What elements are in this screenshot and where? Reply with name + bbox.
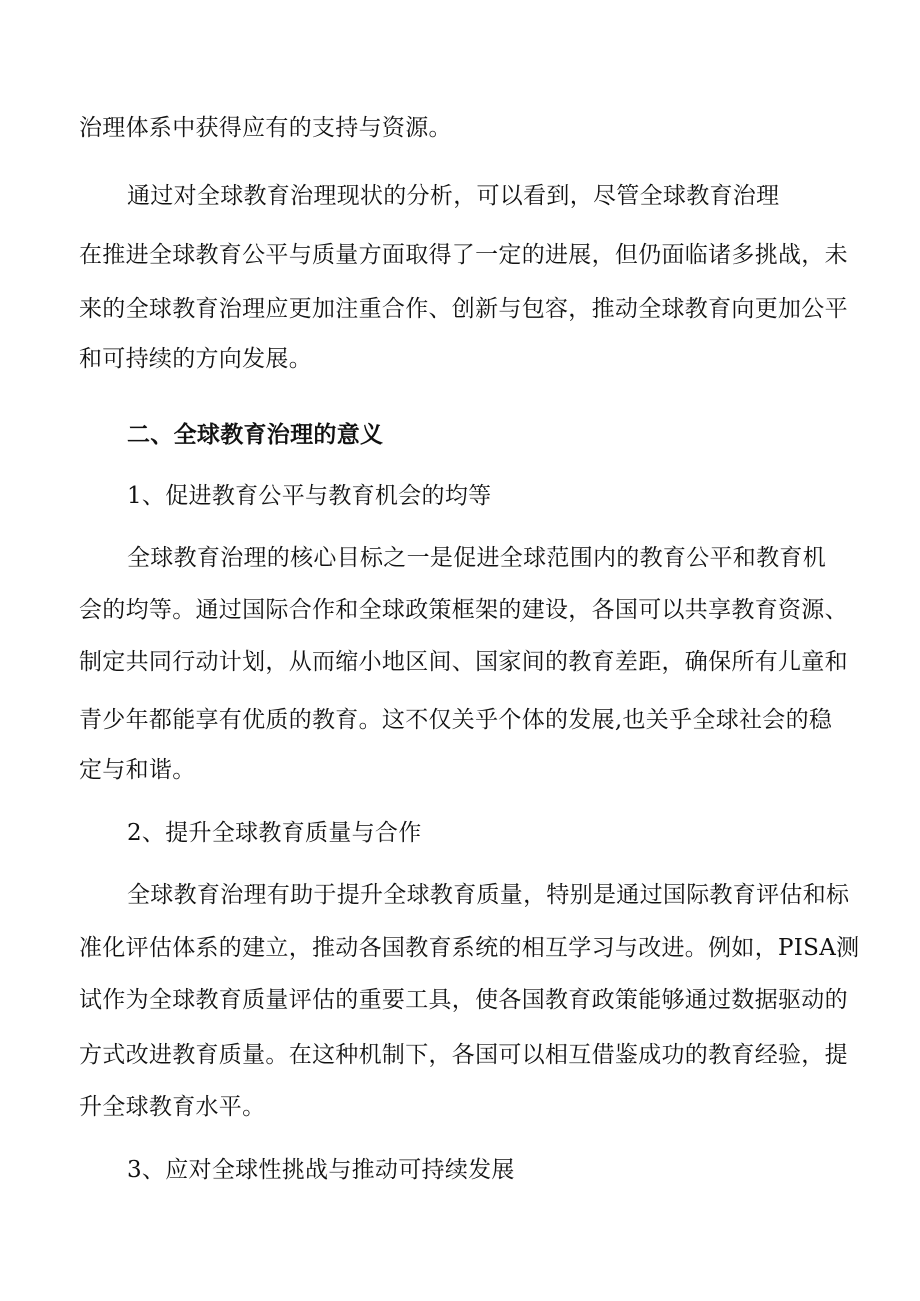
subsection-2-line: 准化评估体系的建立，推动各国教育系统的相互学习与改进。例如，PISA测 [79,935,860,961]
paragraph-summary-line: 在推进全球教育公平与质量方面取得了一定的进展，但仍面临诸多挑战，未 [79,242,848,268]
section-heading: 二、全球教育治理的意义 [127,421,384,448]
subsection-title-2: 2、提升全球教育质量与合作 [127,820,422,846]
subsection-2-line: 试作为全球教育质量评估的重要工具，使各国教育政策能够通过数据驱动的 [79,987,848,1013]
subsection-1-line: 定与和谐。 [79,757,196,783]
paragraph-summary-line: 和可持续的方向发展。 [79,346,312,372]
subsection-2-line: 升全球教育水平。 [79,1094,266,1120]
subsection-1-line: 全球教育治理的核心目标之一是促进全球范围内的教育公平和教育机 [127,545,826,571]
subsection-title-3: 3、应对全球性挑战与推动可持续发展 [127,1157,515,1183]
paragraph-summary-line: 通过对全球教育治理现状的分析，可以看到，尽管全球教育治理 [127,183,780,209]
subsection-1-line: 青少年都能享有优质的教育。这不仅关乎个体的发展,也关乎全球社会的稳 [79,707,833,733]
subsection-2-line: 全球教育治理有助于提升全球教育质量，特别是通过国际教育评估和标 [127,882,850,908]
paragraph-continuation-line: 治理体系中获得应有的支持与资源。 [79,115,452,141]
paragraph-summary-line: 来的全球教育治理应更加注重合作、创新与包容，推动全球教育向更加公平 [79,296,848,322]
subsection-1-line: 制定共同行动计划，从而缩小地区间、国家间的教育差距，确保所有儿童和 [79,649,848,675]
subsection-1-line: 会的均等。通过国际合作和全球政策框架的建设，各国可以共享教育资源、 [79,597,848,623]
subsection-2-line: 方式改进教育质量。在这种机制下，各国可以相互借鉴成功的教育经验，提 [79,1042,848,1068]
subsection-title-1: 1、促进教育公平与教育机会的均等 [127,483,492,509]
